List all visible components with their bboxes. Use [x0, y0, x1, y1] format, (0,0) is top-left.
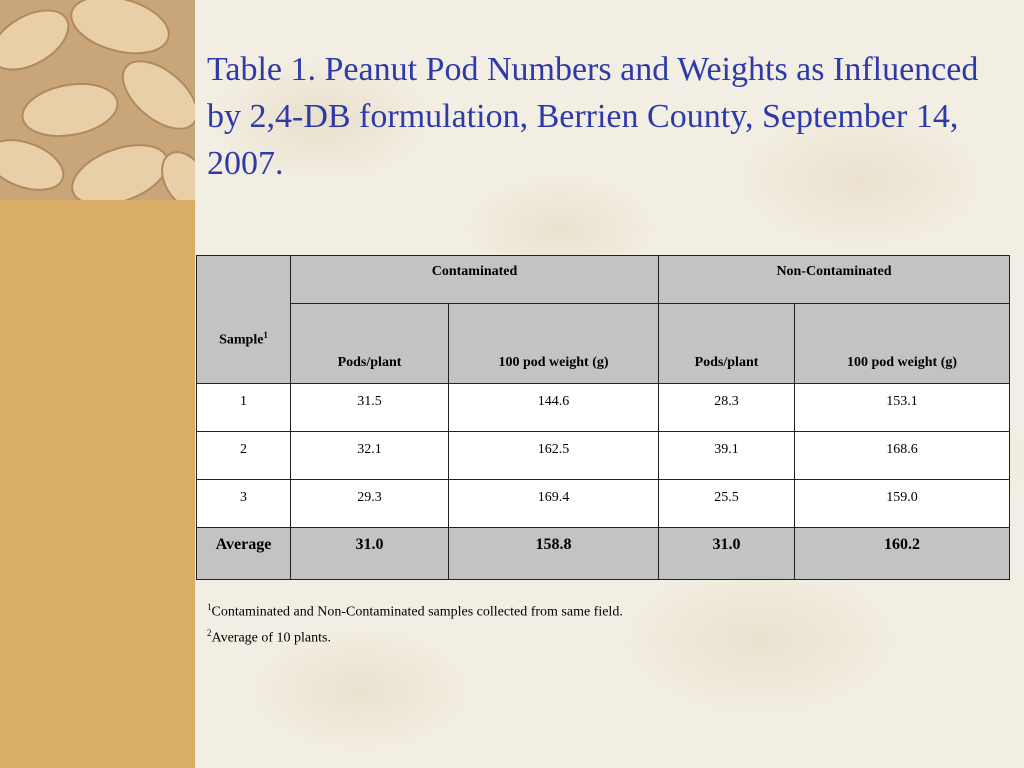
table-cell: 28.3 [659, 384, 795, 432]
column-header: Pods/plant [291, 304, 449, 384]
table-cell: 169.4 [449, 480, 659, 528]
group-header-contaminated: Contaminated [291, 256, 659, 304]
average-cell: 31.0 [659, 528, 795, 580]
table-cell: 39.1 [659, 432, 795, 480]
table-cell: 144.6 [449, 384, 659, 432]
column-header: 100 pod weight (g) [449, 304, 659, 384]
column-header: 100 pod weight (g) [795, 304, 1010, 384]
footnote: $^2$Average of 10 plants. [207, 627, 331, 646]
footnote: $^1$Contaminated and Non-Contaminated samples collected from same field. [207, 602, 623, 620]
table-cell: 153.1 [795, 384, 1010, 432]
table-cell: 168.6 [795, 432, 1010, 480]
table-cell: 1 [197, 384, 291, 432]
table-cell: 31.5 [291, 384, 449, 432]
column-header: Pods/plant [659, 304, 795, 384]
slide-title: Table 1. Peanut Pod Numbers and Weights as Influenced by 2,4-DB formulation, Berrien County, September 14, 2007. [207, 51, 979, 182]
table-row [197, 480, 1010, 528]
average-cell: 31.0 [291, 528, 449, 580]
table-cell: 3 [197, 480, 291, 528]
table-cell: 159.0 [795, 480, 1010, 528]
table-cell: 25.5 [659, 480, 795, 528]
pod-data-table [196, 255, 1010, 580]
average-cell: 160.2 [795, 528, 1010, 580]
peanut-photo [0, 0, 195, 200]
average-row [197, 528, 1010, 580]
average-cell: 158.8 [449, 528, 659, 580]
table-row [197, 432, 1010, 480]
table-cell: 2 [197, 432, 291, 480]
table-cell: 32.1 [291, 432, 449, 480]
table-cell: 29.3 [291, 480, 449, 528]
average-label: Average [197, 528, 291, 580]
table-cell: 162.5 [449, 432, 659, 480]
group-header-non-contaminated: Non-Contaminated [659, 256, 1010, 304]
sample-header: Sample$^1$ [197, 256, 291, 384]
footnotes [207, 597, 623, 648]
table-row [197, 384, 1010, 432]
data-table-container [196, 255, 1010, 580]
